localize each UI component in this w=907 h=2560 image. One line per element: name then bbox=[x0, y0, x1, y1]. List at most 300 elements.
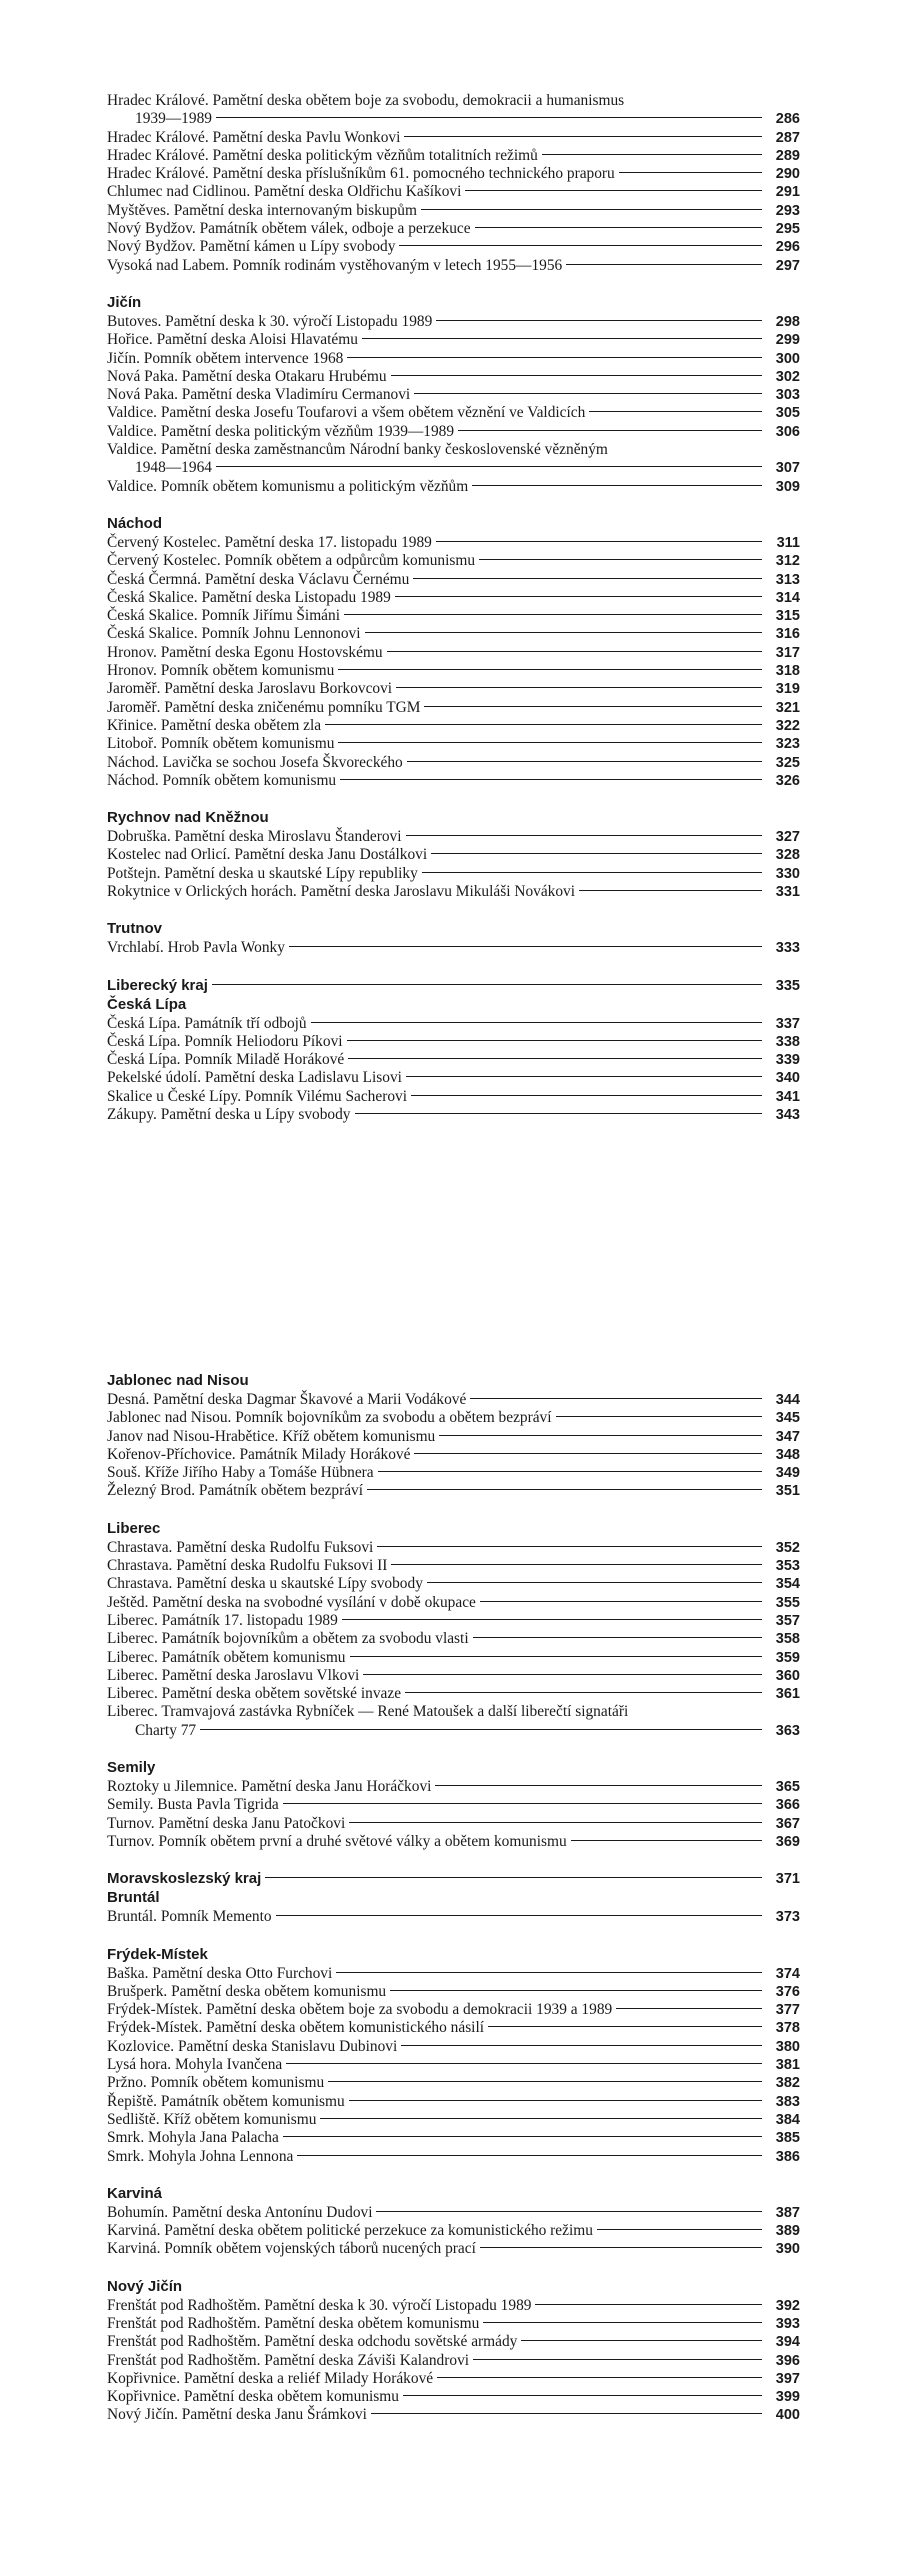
entry-title: Souš. Kříže Jiřího Haby a Tomáše Hübnera bbox=[107, 1464, 374, 1482]
toc-entry bbox=[107, 939, 800, 957]
toc-entry bbox=[107, 1391, 800, 1409]
leader-line bbox=[265, 1877, 762, 1878]
entry-title: Nová Paka. Pamětní deska Otakaru Hrubému bbox=[107, 367, 387, 385]
leader-line bbox=[349, 1822, 762, 1823]
leader-line bbox=[347, 357, 762, 358]
entry-title: Křinice. Pamětní deska obětem zla bbox=[107, 716, 322, 734]
toc-entry bbox=[107, 589, 800, 607]
page-number: 299 bbox=[775, 332, 800, 349]
toc-entry bbox=[107, 644, 800, 662]
page-number: 312 bbox=[775, 553, 800, 570]
leader-line bbox=[421, 209, 762, 210]
toc-section bbox=[107, 1759, 800, 1851]
entry-title: Janov nad Nisou-Hrabětice. Kříž obětem komunismu bbox=[107, 1427, 436, 1445]
leader-line bbox=[338, 742, 762, 743]
page-number: 322 bbox=[775, 717, 800, 734]
toc-entry bbox=[107, 165, 800, 183]
entry-title: Hronov. Pamětní deska Egonu Hostovskému bbox=[107, 643, 383, 661]
page-number: 315 bbox=[775, 608, 800, 625]
page-number: 323 bbox=[775, 736, 800, 753]
page-number: 365 bbox=[775, 1779, 800, 1796]
toc-entry bbox=[107, 2297, 800, 2315]
toc-entry bbox=[107, 2222, 800, 2240]
entry-title: Liberec. Pamětní deska Jaroslavu Vlkovi bbox=[107, 1666, 360, 1684]
toc-entry bbox=[107, 662, 800, 680]
leader-line bbox=[473, 2359, 762, 2360]
leader-line bbox=[405, 1692, 762, 1693]
page-number: 333 bbox=[775, 940, 800, 957]
page-number: 366 bbox=[775, 1797, 800, 1814]
leader-line bbox=[338, 669, 762, 670]
page-number: 396 bbox=[775, 2352, 800, 2369]
toc-section bbox=[107, 2278, 800, 2425]
toc-entry bbox=[107, 441, 800, 478]
toc-entry bbox=[107, 2019, 800, 2037]
page-number: 400 bbox=[775, 2407, 800, 2424]
toc-entry bbox=[107, 313, 800, 331]
toc-entry bbox=[107, 2056, 800, 2074]
toc-entry bbox=[107, 534, 800, 552]
toc-entry bbox=[107, 2370, 800, 2388]
entry-title: Roztoky u Jilemnice. Pamětní deska Janu Horáčkovi bbox=[107, 1778, 432, 1796]
leader-line bbox=[406, 835, 762, 836]
toc-entry bbox=[107, 680, 800, 698]
page-number: 386 bbox=[775, 2148, 800, 2165]
entry-title: Frýdek-Místek. Pamětní deska obětem komunistického násilí bbox=[107, 2019, 485, 2037]
section-heading-text: Jičín bbox=[107, 293, 142, 311]
page-number: 369 bbox=[775, 1833, 800, 1850]
toc-entry bbox=[107, 2333, 800, 2351]
leader-line bbox=[349, 2100, 762, 2101]
leader-line bbox=[216, 466, 762, 467]
toc-entry bbox=[107, 2406, 800, 2424]
leader-line bbox=[424, 706, 762, 707]
section-heading bbox=[107, 1946, 800, 1964]
page-number: 327 bbox=[775, 829, 800, 846]
section-heading bbox=[107, 809, 800, 827]
leader-line bbox=[407, 761, 762, 762]
leader-line bbox=[619, 172, 762, 173]
toc-entry bbox=[107, 865, 800, 883]
page-number: 373 bbox=[775, 1909, 800, 1926]
toc-entry bbox=[107, 238, 800, 256]
leader-line bbox=[480, 2247, 762, 2248]
toc-section bbox=[107, 2185, 800, 2259]
leader-line bbox=[597, 2229, 762, 2230]
page-number: 303 bbox=[775, 387, 800, 404]
entry-title: Dobruška. Pamětní deska Miroslavu Štanderovi bbox=[107, 828, 402, 846]
section-heading bbox=[107, 1520, 800, 1538]
entry-title: Chrastava. Pamětní deska Rudolfu Fuksovi II bbox=[107, 1557, 388, 1575]
section-heading bbox=[107, 920, 800, 938]
entry-title: Litoboř. Pomník obětem komunismu bbox=[107, 735, 335, 753]
toc-entry bbox=[107, 1983, 800, 2001]
entry-continuation bbox=[107, 1722, 800, 1740]
section-heading bbox=[107, 977, 800, 995]
entry-title: Potštejn. Pamětní deska u skautské Lípy republiky bbox=[107, 864, 418, 882]
entry-title: Kopřivnice. Pamětní deska obětem komunismu bbox=[107, 2388, 399, 2406]
toc-entry bbox=[107, 331, 800, 349]
entry-title: Smrk. Mohyla Johna Lennona bbox=[107, 2147, 294, 2165]
entry-title: Turnov. Pomník obětem první a druhé světové války a obětem komunismu bbox=[107, 1832, 567, 1850]
entry-title: Bruntál. Pomník Memento bbox=[107, 1908, 272, 1926]
page-number: 397 bbox=[775, 2370, 800, 2387]
entry-title: Frýdek-Místek. Pamětní deska obětem boje za svobodu a demokracii 1939 a 1989 bbox=[107, 2001, 613, 2019]
entry-title: Brušperk. Pamětní deska obětem komunismu bbox=[107, 1982, 387, 2000]
leader-line bbox=[391, 1564, 762, 1565]
toc-entry bbox=[107, 1428, 800, 1446]
toc-entry bbox=[107, 92, 800, 129]
leader-line bbox=[396, 687, 762, 688]
entry-title: Liberec. Památník bojovníkům a obětem za svobodu vlasti bbox=[107, 1630, 469, 1648]
leader-line bbox=[521, 2340, 762, 2341]
toc-entry bbox=[107, 1015, 800, 1033]
toc-entry bbox=[107, 202, 800, 220]
entry-title: Kořenov-Příchovice. Památník Milady Horákové bbox=[107, 1445, 411, 1463]
toc-entry bbox=[107, 2352, 800, 2370]
leader-line bbox=[535, 2304, 762, 2305]
toc-entry bbox=[107, 404, 800, 422]
toc-entry bbox=[107, 1815, 800, 1833]
page-number: 291 bbox=[775, 184, 800, 201]
toc-entry bbox=[107, 129, 800, 147]
leader-line bbox=[390, 1990, 762, 1991]
toc-entry bbox=[107, 2240, 800, 2258]
entry-continuation bbox=[107, 110, 800, 128]
toc-entry bbox=[107, 1685, 800, 1703]
page-number: 343 bbox=[775, 1107, 800, 1124]
leader-line bbox=[200, 1729, 762, 1730]
toc-entry bbox=[107, 735, 800, 753]
leader-line bbox=[411, 1095, 762, 1096]
leader-line bbox=[488, 2026, 762, 2027]
page-number: 339 bbox=[775, 1052, 800, 1069]
page-number: 383 bbox=[775, 2093, 800, 2110]
entry-title: Česká Skalice. Pamětní deska Listopadu 1989 bbox=[107, 588, 391, 606]
entry-title: Hronov. Pomník obětem komunismu bbox=[107, 662, 335, 680]
toc-entry bbox=[107, 1703, 800, 1740]
page-number: 392 bbox=[775, 2297, 800, 2314]
entry-title: Česká Lípa. Památník tří odbojů bbox=[107, 1014, 307, 1032]
entry-title: Kopřivnice. Pamětní deska a reliéf Milady Horákové bbox=[107, 2369, 434, 2387]
toc-entry bbox=[107, 1908, 800, 1926]
toc-entry bbox=[107, 2129, 800, 2147]
toc-entry bbox=[107, 1088, 800, 1106]
page-number: 296 bbox=[775, 239, 800, 256]
entry-title: Sedliště. Kříž obětem komunismu bbox=[107, 2110, 317, 2128]
page-number: 347 bbox=[775, 1428, 800, 1445]
section-heading bbox=[107, 515, 800, 533]
page-number: 351 bbox=[775, 1483, 800, 1500]
leader-line bbox=[480, 1601, 762, 1602]
page-number: 390 bbox=[775, 2241, 800, 2258]
entry-title: Česká Skalice. Pomník Johnu Lennonovi bbox=[107, 625, 361, 643]
entry-title: Liberec. Tramvajová zastávka Rybníček — René Matoušek a další liberečtí signatáři bbox=[107, 1703, 629, 1721]
page-number: 337 bbox=[775, 1015, 800, 1032]
section-heading-text: Nový Jičín bbox=[107, 2277, 183, 2295]
page-number: 341 bbox=[775, 1088, 800, 1105]
toc-entry bbox=[107, 2204, 800, 2222]
toc-entry bbox=[107, 423, 800, 441]
page-number: 345 bbox=[775, 1410, 800, 1427]
toc-entry bbox=[107, 1833, 800, 1851]
page-number: 325 bbox=[775, 754, 800, 771]
toc-entry bbox=[107, 1575, 800, 1593]
entry-title: Liberec. Památník 17. listopadu 1989 bbox=[107, 1611, 338, 1629]
entry-title: Frenštát pod Radhoštěm. Pamětní deska odchodu sovětské armády bbox=[107, 2333, 518, 2351]
entry-title: Desná. Pamětní deska Dagmar Škavové a Marii Vodákové bbox=[107, 1391, 467, 1408]
section-heading-text: Karviná bbox=[107, 2184, 163, 2202]
entry-title: Lysá hora. Mohyla Ivančena bbox=[107, 2056, 283, 2074]
page-number: 311 bbox=[776, 534, 800, 551]
leader-line bbox=[342, 1619, 762, 1620]
page-number: 352 bbox=[775, 1539, 800, 1556]
leader-line bbox=[348, 1058, 762, 1059]
toc-entry bbox=[107, 2148, 800, 2166]
entry-title: Valdice. Pomník obětem komunismu a politickým vězňům bbox=[107, 477, 469, 495]
leader-line bbox=[413, 578, 762, 579]
toc-entry bbox=[107, 2111, 800, 2129]
entry-title: Červený Kostelec. Pomník obětem a odpůrcům komunismu bbox=[107, 552, 476, 570]
toc-entry bbox=[107, 846, 800, 864]
leader-line bbox=[283, 1803, 762, 1804]
entry-title: Jaroměř. Pamětní deska zničenému pomníku TGM bbox=[107, 698, 421, 716]
leader-line bbox=[483, 2322, 762, 2323]
page-number: 384 bbox=[775, 2111, 800, 2128]
entry-title: Česká Čermná. Pamětní deska Václavu Černému bbox=[107, 570, 410, 588]
entry-title: Semily. Busta Pavla Tigrida bbox=[107, 1796, 279, 1814]
leader-line bbox=[556, 1416, 762, 1417]
section-heading bbox=[107, 1372, 800, 1390]
page-number: 300 bbox=[775, 350, 800, 367]
entry-title: Česká Skalice. Pomník Jiřímu Šimáni bbox=[107, 607, 340, 625]
toc-entry bbox=[107, 1612, 800, 1630]
leader-line bbox=[427, 1582, 762, 1583]
toc-entry bbox=[107, 1557, 800, 1575]
page-number: 306 bbox=[775, 423, 800, 440]
entry-title: Chrastava. Pamětní deska Rudolfu Fuksovi bbox=[107, 1538, 374, 1556]
leader-line bbox=[465, 190, 762, 191]
entry-title: Zákupy. Pamětní deska u Lípy svobody bbox=[107, 1106, 351, 1124]
entry-title: Vrchlabí. Hrob Pavla Wonky bbox=[107, 939, 285, 957]
section-heading-text: Frýdek-Místek bbox=[107, 1945, 208, 1963]
entry-title: Kostelec nad Orlicí. Pamětní deska Janu Dostálkovi bbox=[107, 846, 428, 864]
section-heading-text: Náchod bbox=[107, 514, 163, 532]
toc-entry bbox=[107, 883, 800, 901]
toc-entry bbox=[107, 1482, 800, 1500]
page-number: 293 bbox=[775, 202, 800, 219]
leader-line bbox=[362, 338, 762, 339]
leader-line bbox=[406, 1076, 762, 1077]
entry-title: Pržno. Pomník obětem komunismu bbox=[107, 2074, 325, 2092]
toc-entry bbox=[107, 1796, 800, 1814]
leader-line bbox=[566, 264, 762, 265]
entry-title: Karviná. Pamětní deska obětem politické perzekuce za komunistického režimu bbox=[107, 2222, 593, 2240]
entry-title: Červený Kostelec. Pamětní deska 17. listopadu 1989 bbox=[107, 533, 432, 551]
leader-line bbox=[401, 2045, 762, 2046]
toc-section bbox=[107, 294, 800, 496]
leader-line bbox=[320, 2118, 762, 2119]
entry-title: Turnov. Pamětní deska Janu Patočkovi bbox=[107, 1814, 346, 1832]
leader-line bbox=[363, 1674, 762, 1675]
subsection-heading: Bruntál bbox=[107, 1889, 160, 1907]
page-number: 305 bbox=[775, 405, 800, 422]
page-number: 321 bbox=[775, 699, 800, 716]
page-number: 290 bbox=[775, 166, 800, 183]
entry-title-cont: 1948—1964 bbox=[135, 459, 212, 477]
entry-title: Myštěves. Pamětní deska internovaným biskupům bbox=[107, 201, 417, 219]
page-number: 353 bbox=[775, 1558, 800, 1575]
entry-title: Skalice u České Lípy. Pomník Vilému Sacherovi bbox=[107, 1087, 408, 1105]
page-number: 286 bbox=[775, 111, 800, 128]
leader-line bbox=[470, 1398, 762, 1399]
page-number: 359 bbox=[775, 1649, 800, 1666]
toc-entry bbox=[107, 2315, 800, 2333]
page-number: 382 bbox=[775, 2075, 800, 2092]
page-number: 399 bbox=[775, 2389, 800, 2406]
leader-line bbox=[571, 1840, 762, 1841]
entry-title: Smrk. Mohyla Jana Palacha bbox=[107, 2129, 279, 2147]
leader-line bbox=[542, 154, 762, 155]
entry-title: Butoves. Pamětní deska k 30. výročí Listopadu 1989 bbox=[107, 312, 433, 330]
section-heading bbox=[107, 294, 800, 312]
leader-line bbox=[414, 1453, 762, 1454]
toc-entry bbox=[107, 552, 800, 570]
entry-continuation bbox=[107, 459, 800, 477]
toc-entry bbox=[107, 1778, 800, 1796]
page-number: 297 bbox=[775, 257, 800, 274]
entry-title: Jičín. Pomník obětem intervence 1968 bbox=[107, 349, 344, 367]
leader-line bbox=[414, 393, 762, 394]
page-number: 363 bbox=[775, 1722, 800, 1739]
leader-line bbox=[472, 485, 762, 486]
toc-entry bbox=[107, 828, 800, 846]
entry-title: Chrastava. Pamětní deska u skautské Lípy svobody bbox=[107, 1575, 423, 1593]
toc-entry bbox=[107, 257, 800, 275]
entry-title: Valdice. Pamětní deska politickým vězňům 1939—1989 bbox=[107, 422, 455, 440]
toc-entry bbox=[107, 368, 800, 386]
toc-entry bbox=[107, 183, 800, 201]
toc-section bbox=[107, 1372, 800, 1501]
entry-title: Valdice. Pamětní deska zaměstnancům Národní banky československé vězněným bbox=[107, 441, 608, 459]
leader-line bbox=[344, 614, 762, 615]
page-number: 381 bbox=[775, 2057, 800, 2074]
toc-entry bbox=[107, 1965, 800, 1983]
toc-column-top bbox=[107, 92, 800, 1124]
page-number: 298 bbox=[775, 313, 800, 330]
toc-section bbox=[107, 515, 800, 790]
toc-entry bbox=[107, 1106, 800, 1124]
entry-title: Ještěd. Pamětní deska na svobodné vysílání v době okupace bbox=[107, 1593, 476, 1611]
toc-entry bbox=[107, 350, 800, 368]
toc-section bbox=[107, 809, 800, 901]
subsection-heading: Česká Lípa bbox=[107, 995, 187, 1013]
leader-line bbox=[325, 724, 762, 725]
page-number: 376 bbox=[775, 1983, 800, 2000]
toc-section bbox=[107, 1946, 800, 2166]
entry-title: Náchod. Lavička se sochou Josefa Škvoreckého bbox=[107, 753, 403, 771]
toc-entry bbox=[107, 1649, 800, 1667]
leader-line bbox=[286, 2063, 762, 2064]
page-number: 367 bbox=[775, 1815, 800, 1832]
leader-line bbox=[589, 411, 762, 412]
entry-title: Nový Bydžov. Památník obětem válek, odboje a perzekuce bbox=[107, 220, 471, 238]
toc-entry bbox=[107, 717, 800, 735]
entry-title: Nový Jičín. Pamětní deska Janu Šrámkovi bbox=[107, 2406, 367, 2424]
page-number: 380 bbox=[775, 2038, 800, 2055]
page-number: 349 bbox=[775, 1465, 800, 1482]
page-number: 357 bbox=[775, 1612, 800, 1629]
entry-title: Jablonec nad Nisou. Pomník bojovníkům za svobodu a obětem bezpráví bbox=[107, 1409, 552, 1427]
leader-line bbox=[579, 890, 762, 891]
leader-line bbox=[479, 559, 762, 560]
toc-section bbox=[107, 1520, 800, 1740]
leader-line bbox=[376, 2211, 762, 2212]
entry-title-cont: Charty 77 bbox=[135, 1721, 197, 1739]
toc-entry bbox=[107, 772, 800, 790]
toc-entry bbox=[107, 754, 800, 772]
leader-line bbox=[276, 1915, 762, 1916]
entry-title: Nový Bydžov. Pamětní kámen u Lípy svobody bbox=[107, 238, 396, 256]
leader-line bbox=[350, 1656, 762, 1657]
toc-entry bbox=[107, 1630, 800, 1648]
page-number: 328 bbox=[775, 847, 800, 864]
page-number: 289 bbox=[775, 147, 800, 164]
entry-title: Pekelské údolí. Pamětní deska Ladislavu Lisovi bbox=[107, 1069, 402, 1087]
leader-line bbox=[458, 430, 762, 431]
section-heading bbox=[107, 2278, 800, 2296]
entry-title: Vysoká nad Labem. Pomník rodinám vystěhovaným v letech 1955—1956 bbox=[107, 256, 563, 274]
page-number: 309 bbox=[775, 478, 800, 495]
leader-line bbox=[377, 1546, 762, 1547]
leader-line bbox=[365, 632, 763, 633]
page-number: 354 bbox=[775, 1576, 800, 1593]
leader-line bbox=[404, 136, 762, 137]
page-number: 378 bbox=[775, 2020, 800, 2037]
toc-entry bbox=[107, 478, 800, 496]
page-number: 377 bbox=[775, 2002, 800, 2019]
page-number: 385 bbox=[775, 2130, 800, 2147]
entry-title: Řepiště. Památník obětem komunismu bbox=[107, 2092, 345, 2110]
page-number: 393 bbox=[775, 2315, 800, 2332]
entry-title-cont: 1939—1989 bbox=[135, 110, 212, 128]
page-number: 344 bbox=[775, 1392, 800, 1408]
section-heading bbox=[107, 1759, 800, 1777]
entry-title: Baška. Pamětní deska Otto Furchovi bbox=[107, 1964, 333, 1982]
toc-entry bbox=[107, 1409, 800, 1427]
entry-title: Liberec. Pamětní deska obětem sovětské invaze bbox=[107, 1685, 402, 1703]
page-number: 340 bbox=[775, 1070, 800, 1087]
page-number: 307 bbox=[775, 460, 800, 477]
page-number: 348 bbox=[775, 1446, 800, 1463]
entry-title: Železný Brod. Památník obětem bezpráví bbox=[107, 1482, 363, 1500]
entry-title: Karviná. Pomník obětem vojenských táborů nucených prací bbox=[107, 2240, 476, 2258]
page-number: 360 bbox=[775, 1667, 800, 1684]
page-number: 326 bbox=[775, 772, 800, 789]
page-number: 316 bbox=[775, 626, 800, 643]
toc-entry bbox=[107, 1464, 800, 1482]
entry-title: Frenštát pod Radhoštěm. Pamětní deska k 30. výročí Listopadu 1989 bbox=[107, 2296, 532, 2314]
entry-title: Hradec Králové. Pamětní deska příslušníkům 61. pomocného technického praporu bbox=[107, 165, 615, 183]
toc-entry bbox=[107, 1069, 800, 1087]
leader-line bbox=[436, 541, 762, 542]
toc-section bbox=[107, 920, 800, 957]
toc-entry bbox=[107, 1051, 800, 1069]
section-heading-text: Liberecký kraj bbox=[107, 976, 208, 994]
leader-line bbox=[395, 596, 762, 597]
toc-entry bbox=[107, 607, 800, 625]
toc-entry bbox=[107, 386, 800, 404]
